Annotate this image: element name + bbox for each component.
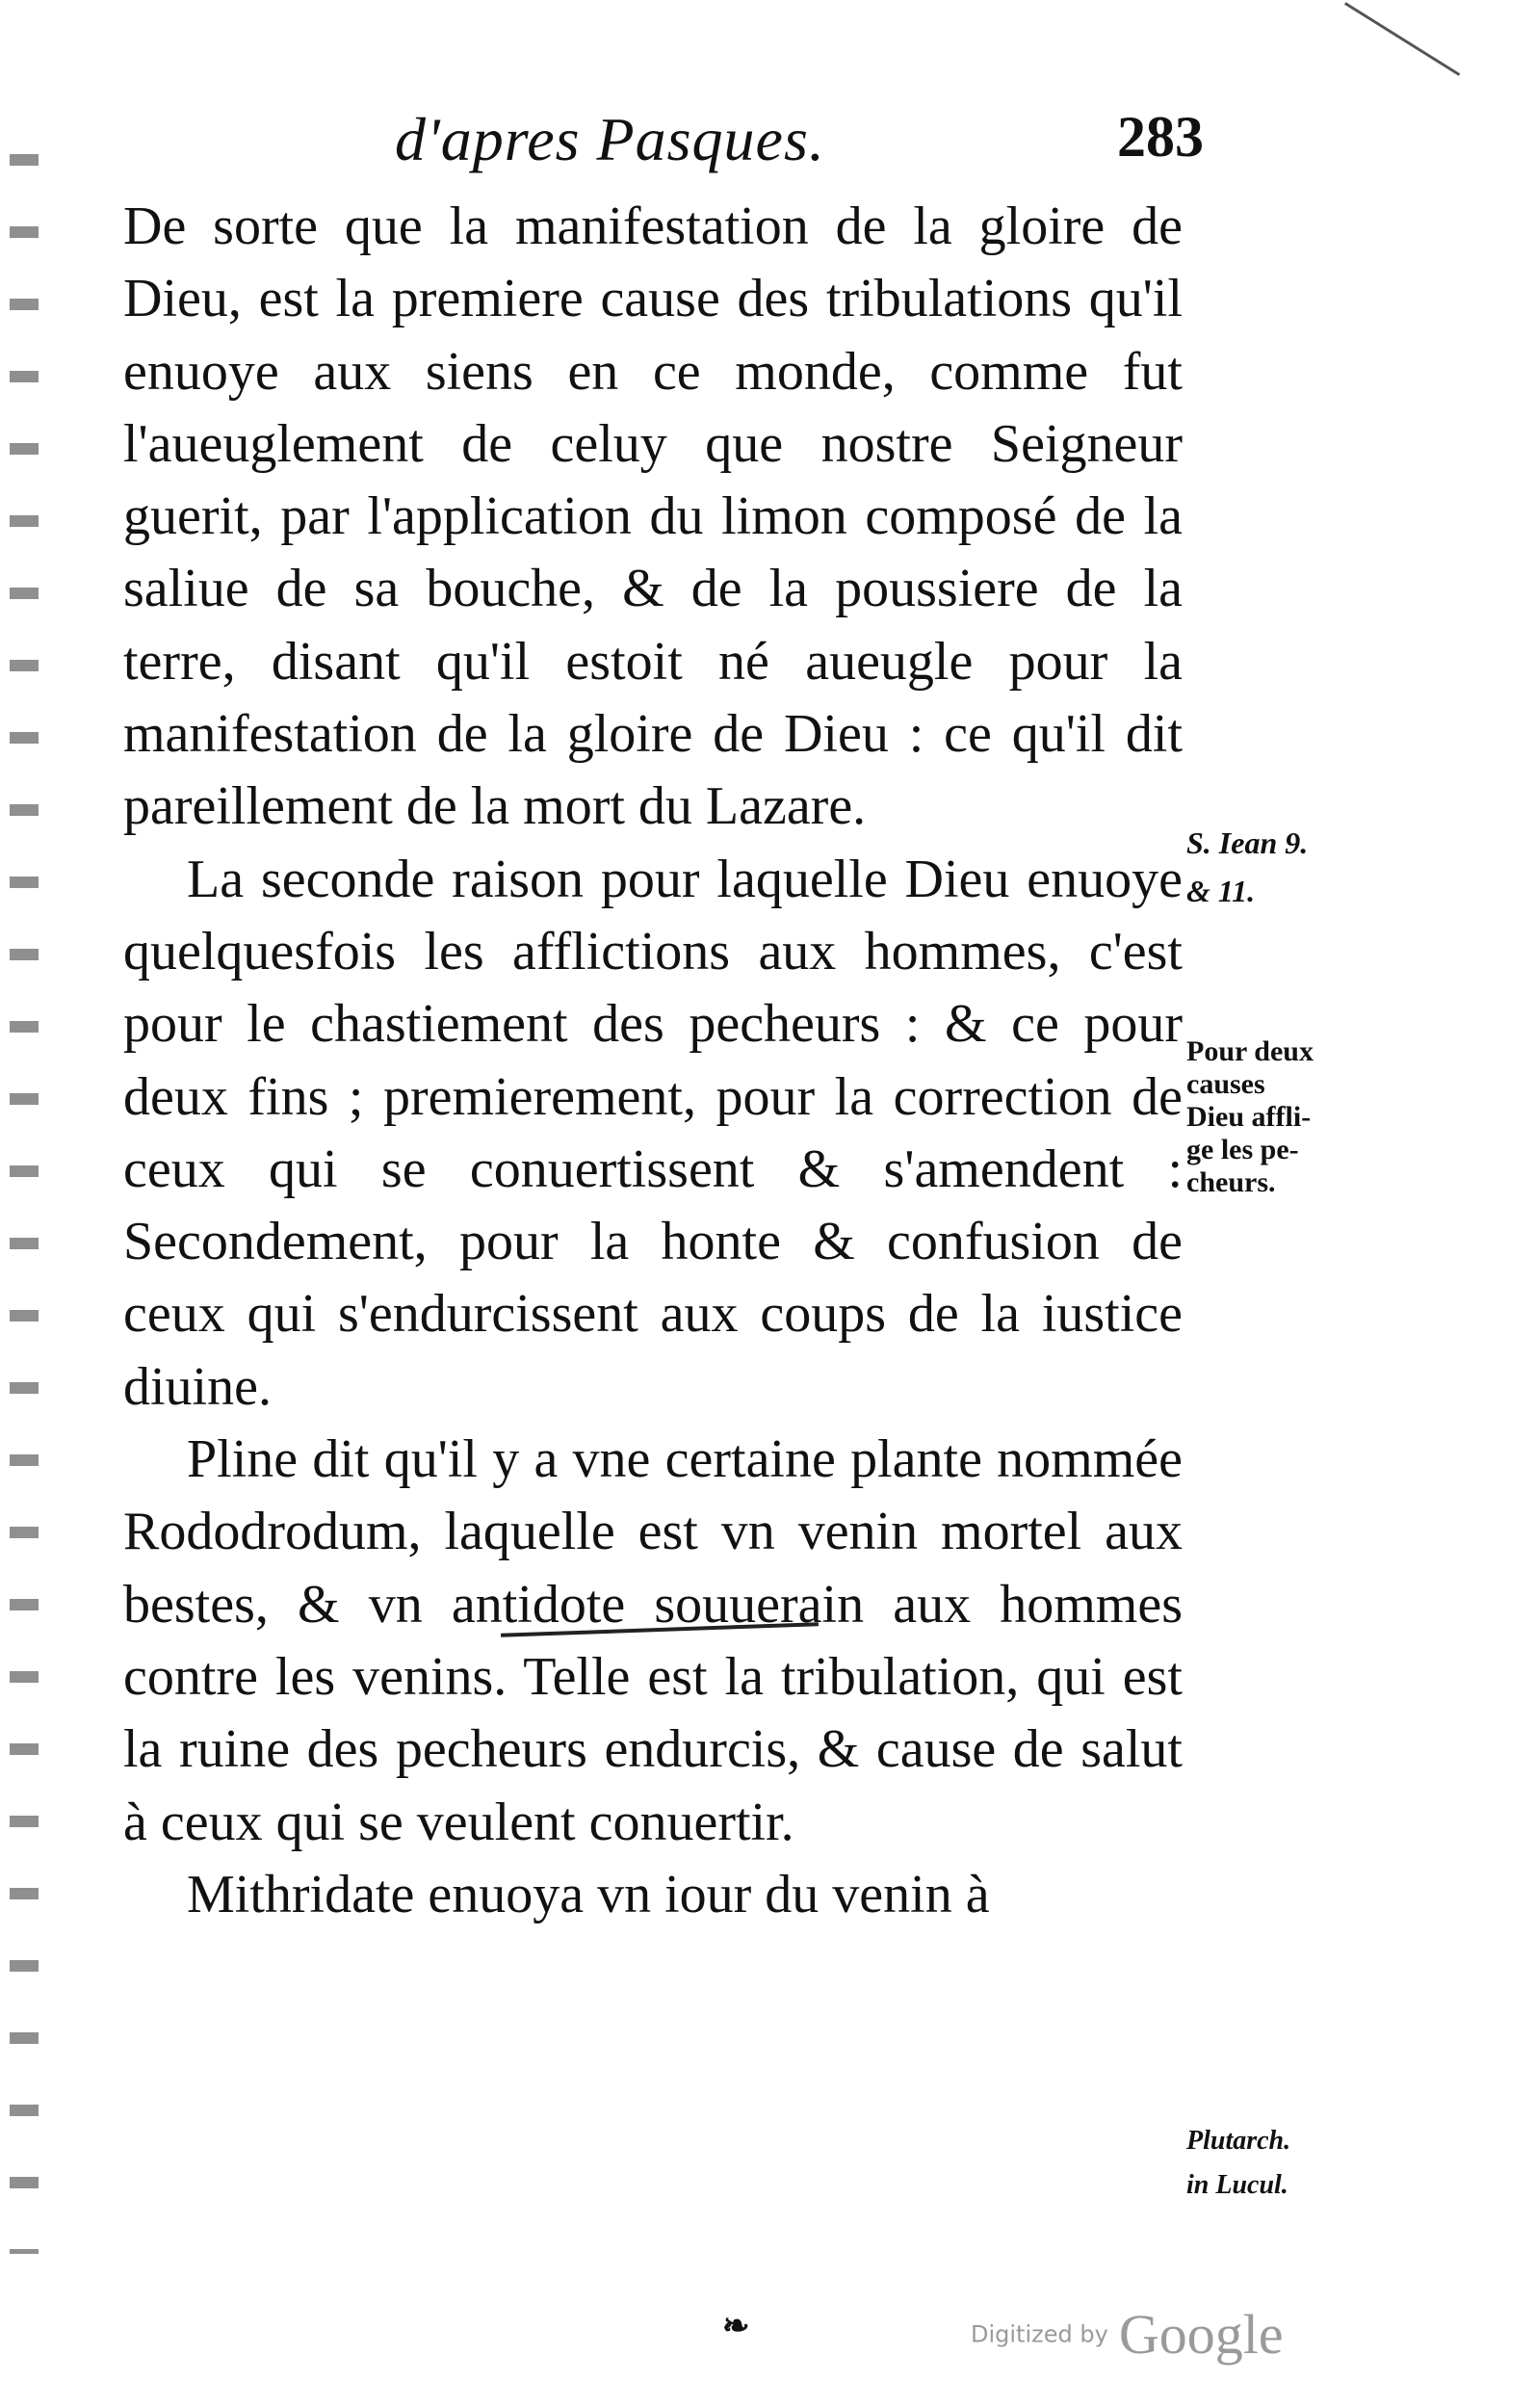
page-header [125, 104, 1204, 181]
margin-note-scripture: S. Iean 9. & 11. [1186, 825, 1309, 908]
paragraph-2: La seconde raison pour laquelle Dieu enuoye quelquesfois les afflictions aux hommes, c'est pour le chastiement des pecheurs : & ce pour deux fins ; premierement, pour la correction de ceux qui se conuertissent & s'amendent : Secondement, pour la honte & confusion de ceux qui s'endurcissent aux coups de la iustice diuine. [123, 849, 1183, 1417]
running-title: d'apres Pasques. [395, 105, 825, 173]
margin-note-plutarch: Plutarch. in Lucul. [1186, 2126, 1291, 2200]
page-number: 283 [1117, 105, 1204, 169]
margin-note-two-causes: Pour deux causes Dieu affli- ge les pe- cheurs. [1186, 1035, 1314, 1198]
watermark-prefix: Digitized by [971, 2320, 1108, 2348]
paragraph-1: De sorte que la manifestation de la gloire de Dieu, est la premiere cause des tribulations qu'il enuoye aux siens en ce monde, comme fut l'aueuglement de celuy que nostre Seigneur guerit, par l'application du limon composé de la saliue de sa bouche, & de la poussiere de la terre, disant qu'il estoit né aueugle pour la manifestation de la gloire de Dieu : ce qu'il dit pareillement de la mort du Lazare. [123, 196, 1183, 837]
watermark-brand: Google [1118, 2303, 1284, 2366]
paragraph-4: Mithridate enuoya vn iour du venin à [187, 1864, 990, 1924]
body-text [123, 191, 1183, 1931]
paragraph-3: Pline dit qu'il y a vne certaine plante nommée Rododrodum, laquelle est vn venin mortel aux bestes, & vn antidote souuerain aux hommes contre les venins. Telle est la tribulation, qui est la ruine des pecheurs endurcis, & cause de salut à ceux qui se veulent conuertir. [123, 1429, 1183, 1852]
ornament-icon: ❧ [722, 2307, 750, 2345]
corner-scan-mark [1344, 0, 1506, 76]
digitized-watermark [971, 2302, 1284, 2367]
adjacent-page-bleed [10, 116, 39, 2254]
